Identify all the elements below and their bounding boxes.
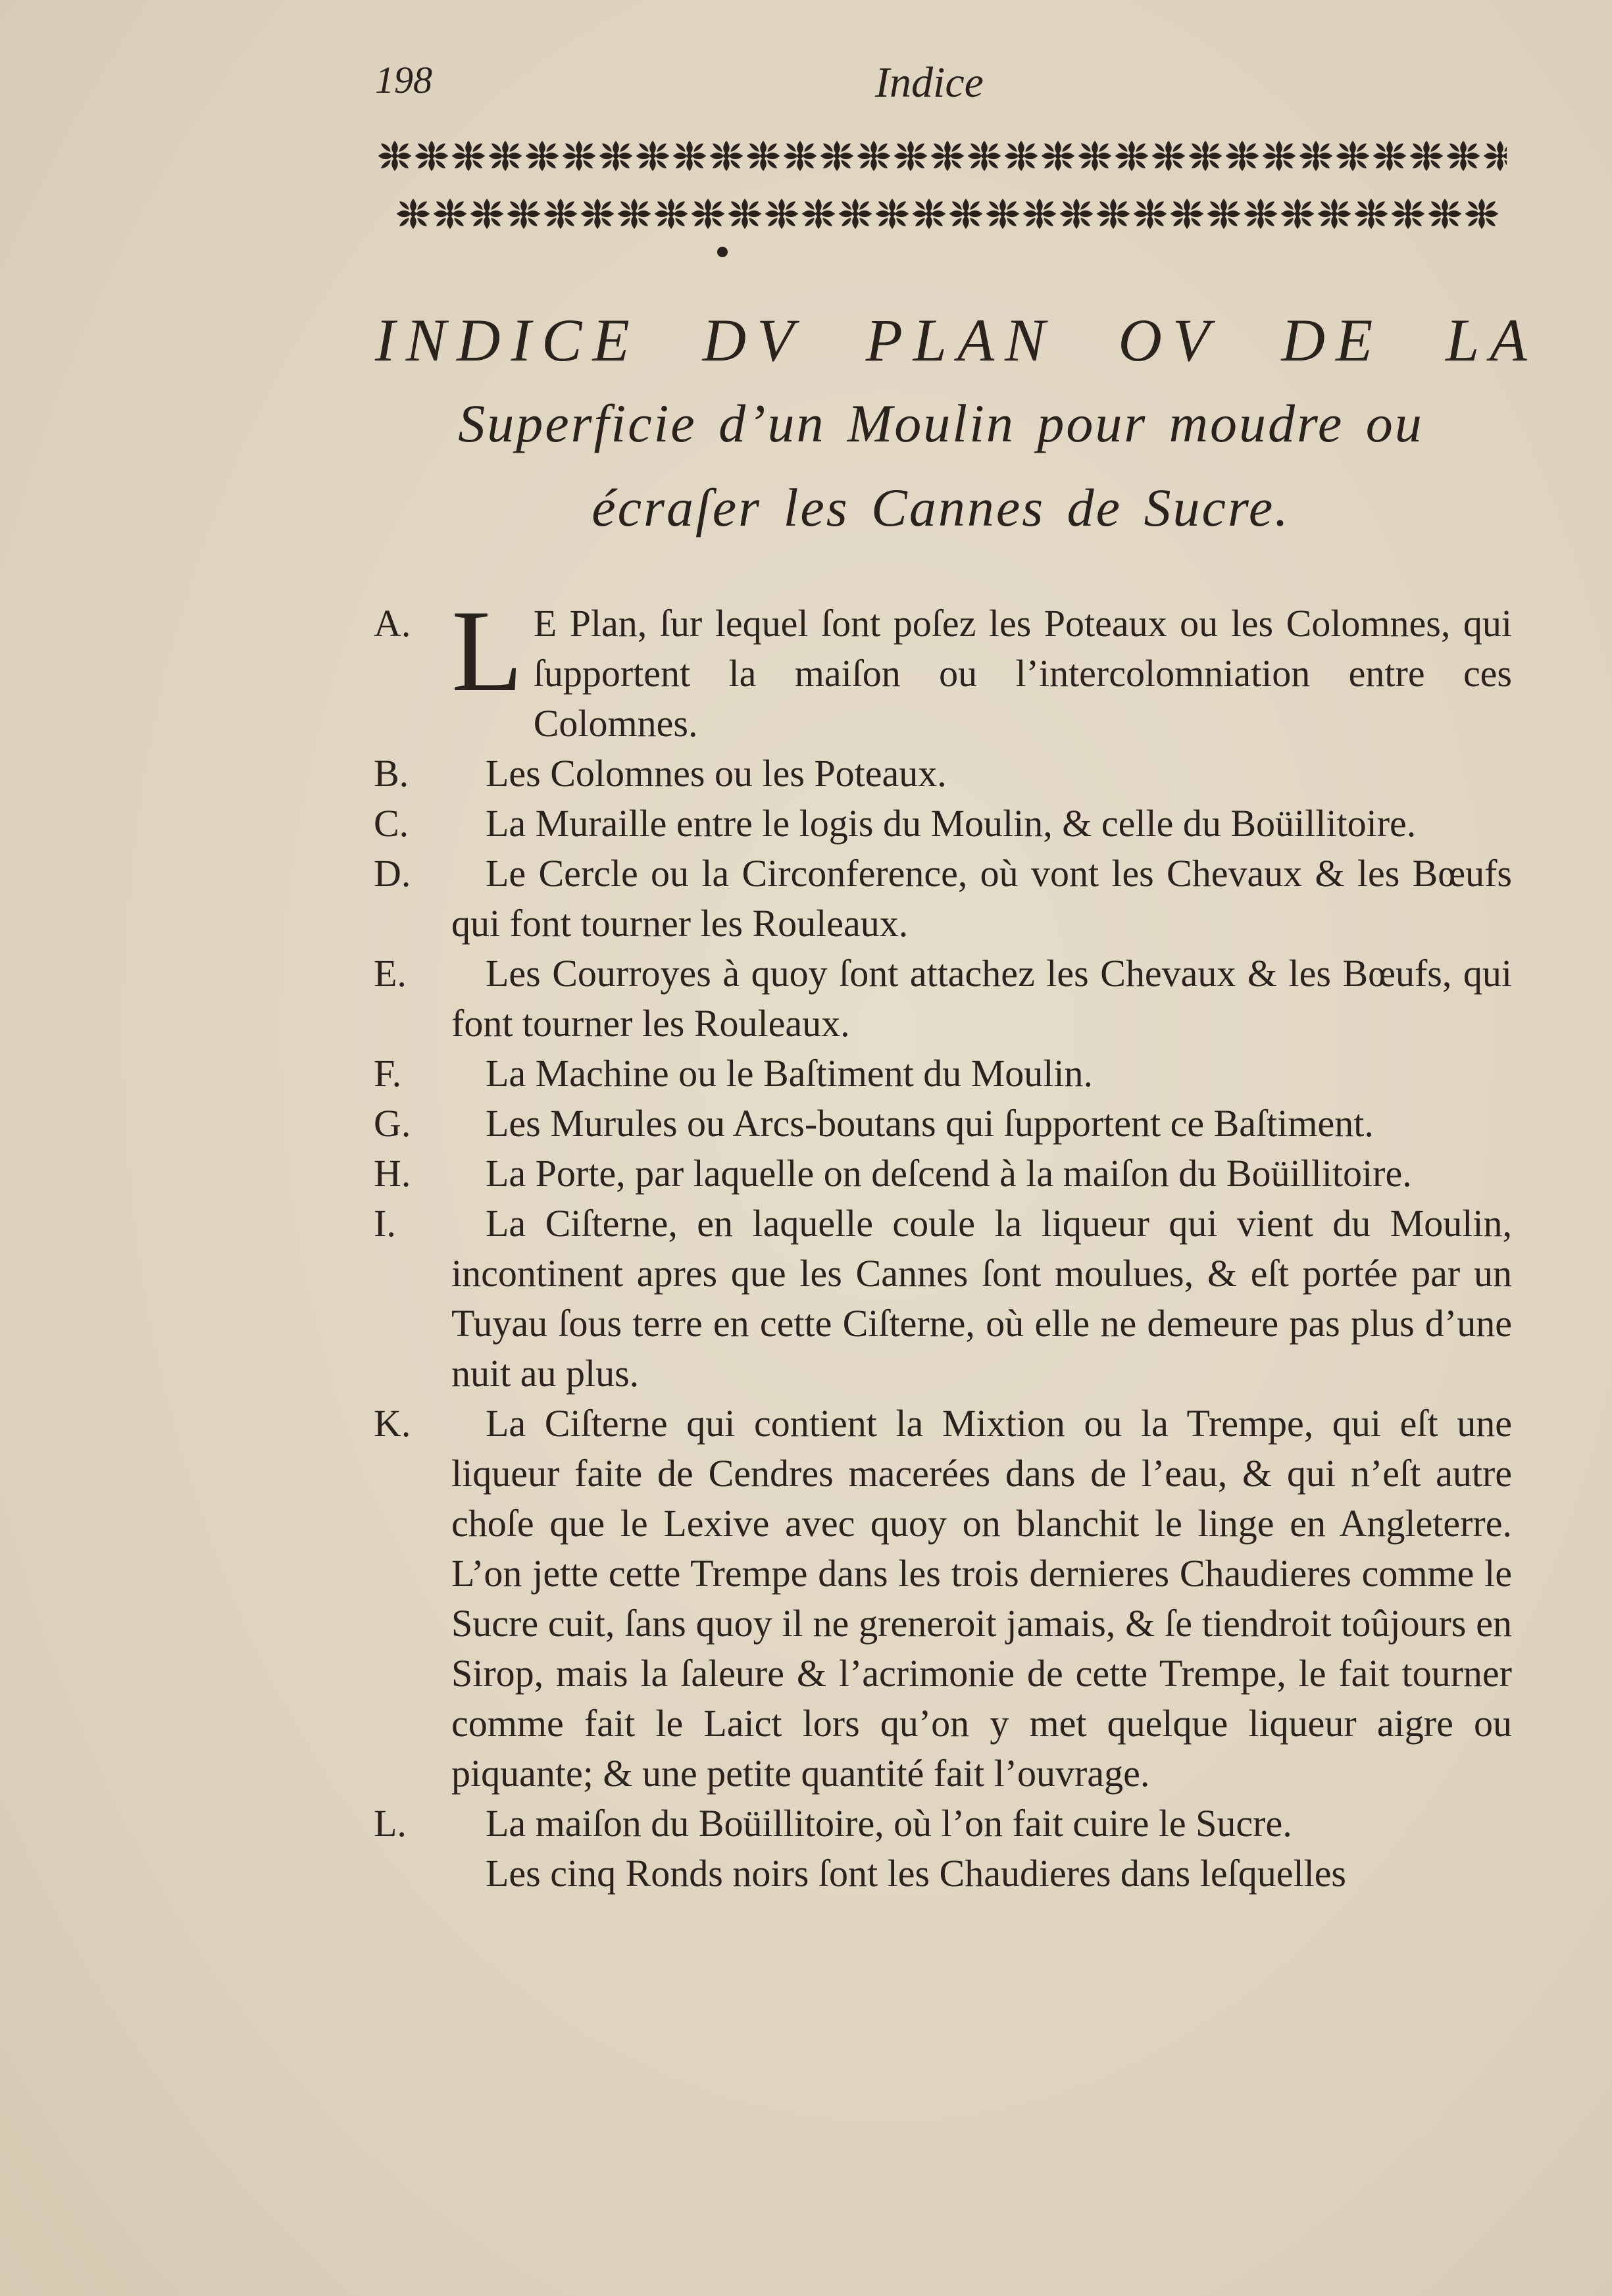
title-block: [375, 299, 1538, 550]
entry-text: La maiſon du Boüillitoire, où l’on fait cuire le Sucre.: [486, 1802, 1292, 1845]
fleuron-icon: [1465, 199, 1498, 229]
index-entry-l: [374, 1799, 1512, 1849]
entry-letter: F.: [374, 1052, 402, 1095]
entry-text: Les Murules ou Arcs-boutans qui ſupportent ce Baſtiment.: [486, 1102, 1374, 1145]
entry-text: Les Courroyes à quoy ſont attachez les Chevaux & les Bœufs, qui font tourner les Rouleaux.: [451, 952, 1512, 1045]
fleuron-icon: [1355, 199, 1388, 229]
index-entry-e: [374, 949, 1512, 1049]
fleuron-icon: [1060, 199, 1093, 229]
index-entry-c: [374, 799, 1512, 849]
fleuron-icon: [913, 199, 945, 229]
fleuron-icon: [728, 199, 761, 229]
fleuron-icon: [876, 199, 909, 229]
entry-letter: L.: [374, 1802, 407, 1845]
fleuron-icon: [839, 199, 872, 229]
fleuron-icon: [378, 141, 411, 171]
fleuron-icon: [1097, 199, 1130, 229]
fleuron-icon: [1226, 141, 1259, 171]
entry-text: [451, 586, 1512, 749]
fleuron-icon: [710, 141, 743, 171]
fleuron-icon: [581, 199, 614, 229]
fleuron-icon: [1078, 141, 1111, 171]
fleuron-icon: [655, 199, 688, 229]
fleuron-icon: [470, 199, 503, 229]
fleuron-icon: [1005, 141, 1038, 171]
fleuron-icon: [489, 141, 522, 171]
page-number: 198: [375, 59, 432, 101]
fleuron-icon: [986, 199, 1019, 229]
fleuron-icon: [1115, 141, 1148, 171]
fleuron-icon: [1447, 141, 1480, 171]
page-header: [375, 58, 1507, 111]
fleuron-icon: [1373, 141, 1406, 171]
index-entry-a: [374, 586, 1512, 749]
entry-text: La Porte, par laquelle on deſcend à la maiſon du Boüillitoire.: [486, 1152, 1412, 1195]
fleuron-icon: [1484, 141, 1507, 171]
fleuron-icon: [636, 141, 669, 171]
entry-letter: C.: [374, 802, 409, 845]
index-entry-i: [374, 1199, 1512, 1399]
fleuron-icon: [434, 199, 466, 229]
entry-letter: E.: [374, 952, 407, 995]
entry-text: La Ciſterne, en laquelle coule la liqueur qui vient du Moulin, incontinent apres que les Cannes ſont moulues, & eſt portée par un Tuyau ſous terre en cette Ciſterne, où elle ne demeure pas plus d’une nuit au plus.: [451, 1202, 1512, 1395]
index-entry-d: [374, 849, 1512, 949]
fleuron-icon: [507, 199, 540, 229]
entry-letter: D.: [374, 852, 411, 895]
fleuron-icon: [1189, 141, 1222, 171]
continuation-text: Les cinq Ronds noirs ſont les Chaudieres dans leſquelles: [486, 1852, 1347, 1895]
entry-text: La Muraille entre le logis du Moulin, & celle du Boüillitoire.: [486, 802, 1417, 845]
entry-letter: A.: [374, 602, 411, 645]
entry-letter: K.: [374, 1402, 411, 1445]
entry-text: Les Colomnes ou les Poteaux.: [486, 752, 947, 795]
title-line-2: Superficie d’un Moulin pour moudre ou: [458, 393, 1424, 453]
entry-text: La Machine ou le Baſtiment du Moulin.: [486, 1052, 1093, 1095]
title-line-1: INDICE DV PLAN OV DE LA: [375, 307, 1538, 374]
index-entry-b: [374, 749, 1512, 799]
entry-letter: G.: [374, 1102, 411, 1145]
index-entry-h: [374, 1149, 1512, 1199]
index-entry-f: [374, 1049, 1512, 1099]
fleuron-icon: [784, 141, 817, 171]
fleuron-icon: [599, 141, 632, 171]
fleuron-icon: [1428, 199, 1461, 229]
fleuron-icon: [415, 141, 448, 171]
fleuron-icon: [949, 199, 982, 229]
fleuron-band-icon: [375, 122, 1507, 263]
fleuron-icon: [1263, 141, 1296, 171]
fleuron-icon: [692, 199, 724, 229]
fleuron-icon: [563, 141, 595, 171]
fleuron-icon: [1244, 199, 1277, 229]
fleuron-icon: [1318, 199, 1351, 229]
fleuron-icon: [1023, 199, 1056, 229]
fleuron-icon: [544, 199, 577, 229]
fleuron-icon: [673, 141, 706, 171]
fleuron-icon: [894, 141, 927, 171]
entry-letter: H.: [374, 1152, 411, 1195]
fleuron-icon: [1336, 141, 1369, 171]
fleuron-icon: [1207, 199, 1240, 229]
running-head: Indice: [875, 59, 984, 107]
index-entry-k: [374, 1399, 1512, 1799]
fleuron-icon: [820, 141, 853, 171]
fleuron-icon: [1171, 199, 1203, 229]
entry-body: E Plan, ſur lequel ſont poſez les Poteaux ou les Colomnes, qui ſupportent la maiſon ou l’intercolomniation entre ces Colomnes.: [533, 602, 1512, 745]
fleuron-icon: [1281, 199, 1314, 229]
fleuron-icon: [1392, 199, 1424, 229]
fleuron-icon: [1134, 199, 1167, 229]
index-entries: [374, 586, 1512, 1899]
index-entry-g: [374, 1099, 1512, 1149]
fleuron-icon: [857, 141, 890, 171]
fleuron-icon: [802, 199, 835, 229]
drop-capital: L: [451, 586, 523, 716]
fleuron-icon: [397, 199, 430, 229]
fleuron-icon: [1152, 141, 1185, 171]
fleuron-icon: [1299, 141, 1332, 171]
entry-letter: B.: [374, 752, 409, 795]
entry-text: Le Cercle ou la Circonference, où vont les Chevaux & les Bœufs qui font tourner les Rouleaux.: [451, 852, 1512, 945]
fleuron-icon: [968, 141, 1001, 171]
continuation-paragraph: [374, 1849, 1512, 1899]
fleuron-icon: [765, 199, 798, 229]
fleuron-icon: [1410, 141, 1443, 171]
fleuron-icon: [931, 141, 964, 171]
title-line-3: écraſer les Cannes de Sucre.: [592, 478, 1290, 537]
fleuron-icon: [526, 141, 559, 171]
entry-letter: I.: [374, 1202, 396, 1245]
fleuron-icon: [1042, 141, 1074, 171]
fleuron-icon: [747, 141, 780, 171]
entry-text: La Ciſterne qui contient la Mixtion ou la Trempe, qui eſt une liqueur faite de Cendres macerées dans de l’eau, & qui n’eſt autre choſe que le Lexive avec quoy on blanchit le linge en Angleterre. L’on jette cette Trempe dans les trois dernieres Chaudieres comme le Sucre cuit, ſans quoy il ne greneroit jamais, & ſe tiendroit toûjours en Sirop, mais la ſaleure & l’acrimonie de cette Trempe, le fait tourner comme fait le Laict lors qu’on y met quelque liqueur aigre ou piquante; & une petite quantité fait l’ouvrage.: [451, 1402, 1512, 1795]
fleuron-icon: [452, 141, 485, 171]
fleuron-icon: [618, 199, 651, 229]
